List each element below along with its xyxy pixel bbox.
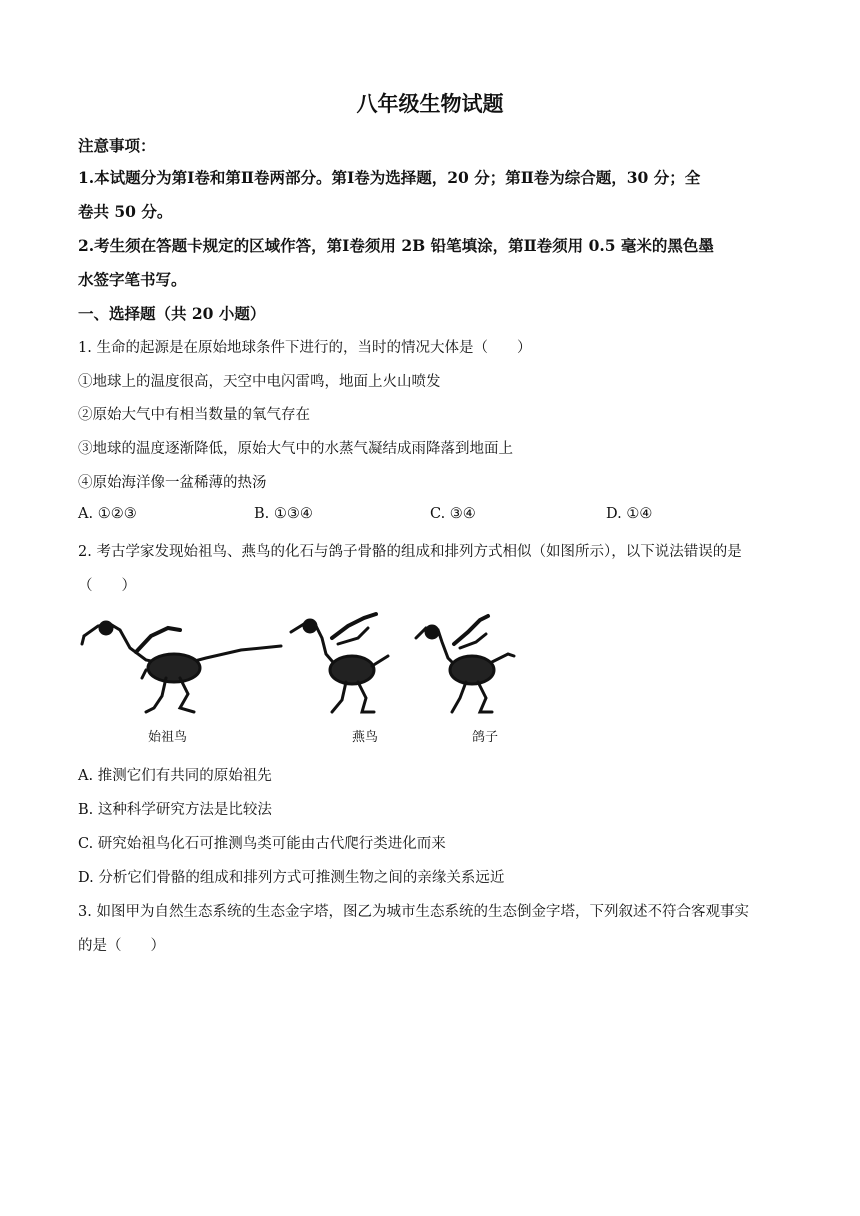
notice-item-1-line-2: 卷共 50 分。 <box>78 202 173 221</box>
archaeopteryx-skeleton <box>82 622 281 712</box>
question-2-option-d: D. 分析它们骨骼的组成和排列方式可推测生物之间的亲缘关系远近 <box>78 870 505 886</box>
question-3-stem-line-1: 3. 如图甲为自然生态系统的生态金字塔，图乙为城市生态系统的生态倒金字塔，下列叙述不符合客观事实 <box>78 904 749 920</box>
question-2-option-c: C. 研究始祖鸟化石可推测鸟类可能由古代爬行类进化而来 <box>78 836 446 852</box>
notice-item-2-line-2: 水签字笔书写。 <box>78 270 187 289</box>
question-1-option-d: D. ①④ <box>606 506 653 522</box>
question-2-option-a: A. 推测它们有共同的原始祖先 <box>78 768 272 784</box>
question-1-statement-3: ③地球的温度逐渐降低，原始大气中的水蒸气凝结成雨降落到地面上 <box>78 441 513 457</box>
pigeon-skeleton <box>416 616 514 712</box>
notice-heading: 注意事项： <box>78 136 156 155</box>
section-heading: 一、选择题（共 20 小题） <box>78 304 266 323</box>
notice-item-1-line-1: 1.本试题分为第Ⅰ卷和第Ⅱ卷两部分。第Ⅰ卷为选择题，20 分；第Ⅱ卷为综合题，30 分；全 <box>78 168 701 187</box>
figure-label-yanornis: 燕鸟 <box>352 730 379 745</box>
question-1-statement-4: ④原始海洋像一盆稀薄的热汤 <box>78 475 267 491</box>
skeleton-illustration <box>76 608 526 718</box>
question-3-stem-line-2: 的是（ ） <box>78 938 165 954</box>
question-1-stem: 1. 生命的起源是在原始地球条件下进行的，当时的情况大体是（ ） <box>78 340 532 356</box>
page-title: 八年级生物试题 <box>356 91 504 116</box>
notice-item-2-line-1: 2.考生须在答题卡规定的区域作答，第Ⅰ卷须用 2B 铅笔填涂，第Ⅱ卷须用 0.5 毫米的黑色墨 <box>78 236 714 255</box>
question-1-option-b: B. ①③④ <box>254 506 313 522</box>
question-1-statement-1: ①地球上的温度很高，天空中电闪雷鸣，地面上火山喷发 <box>78 374 441 390</box>
bird-skeleton-figure <box>76 608 526 748</box>
figure-label-pigeon: 鸽子 <box>472 730 499 745</box>
yanornis-skeleton <box>291 614 388 712</box>
question-2-stem-line-2: （ ） <box>78 578 136 594</box>
figure-label-archaeopteryx: 始祖鸟 <box>148 730 188 745</box>
question-1-statement-2: ②原始大气中有相当数量的氧气存在 <box>78 407 310 423</box>
question-1-option-c: C. ③④ <box>430 506 476 522</box>
question-1-option-a: A. ①②③ <box>78 506 137 522</box>
question-2-stem-line-1: 2. 考古学家发现始祖鸟、燕鸟的化石与鸽子骨骼的组成和排列方式相似（如图所示），以下说法错误的是 <box>78 544 742 560</box>
question-2-option-b: B. 这种科学研究方法是比较法 <box>78 802 272 818</box>
